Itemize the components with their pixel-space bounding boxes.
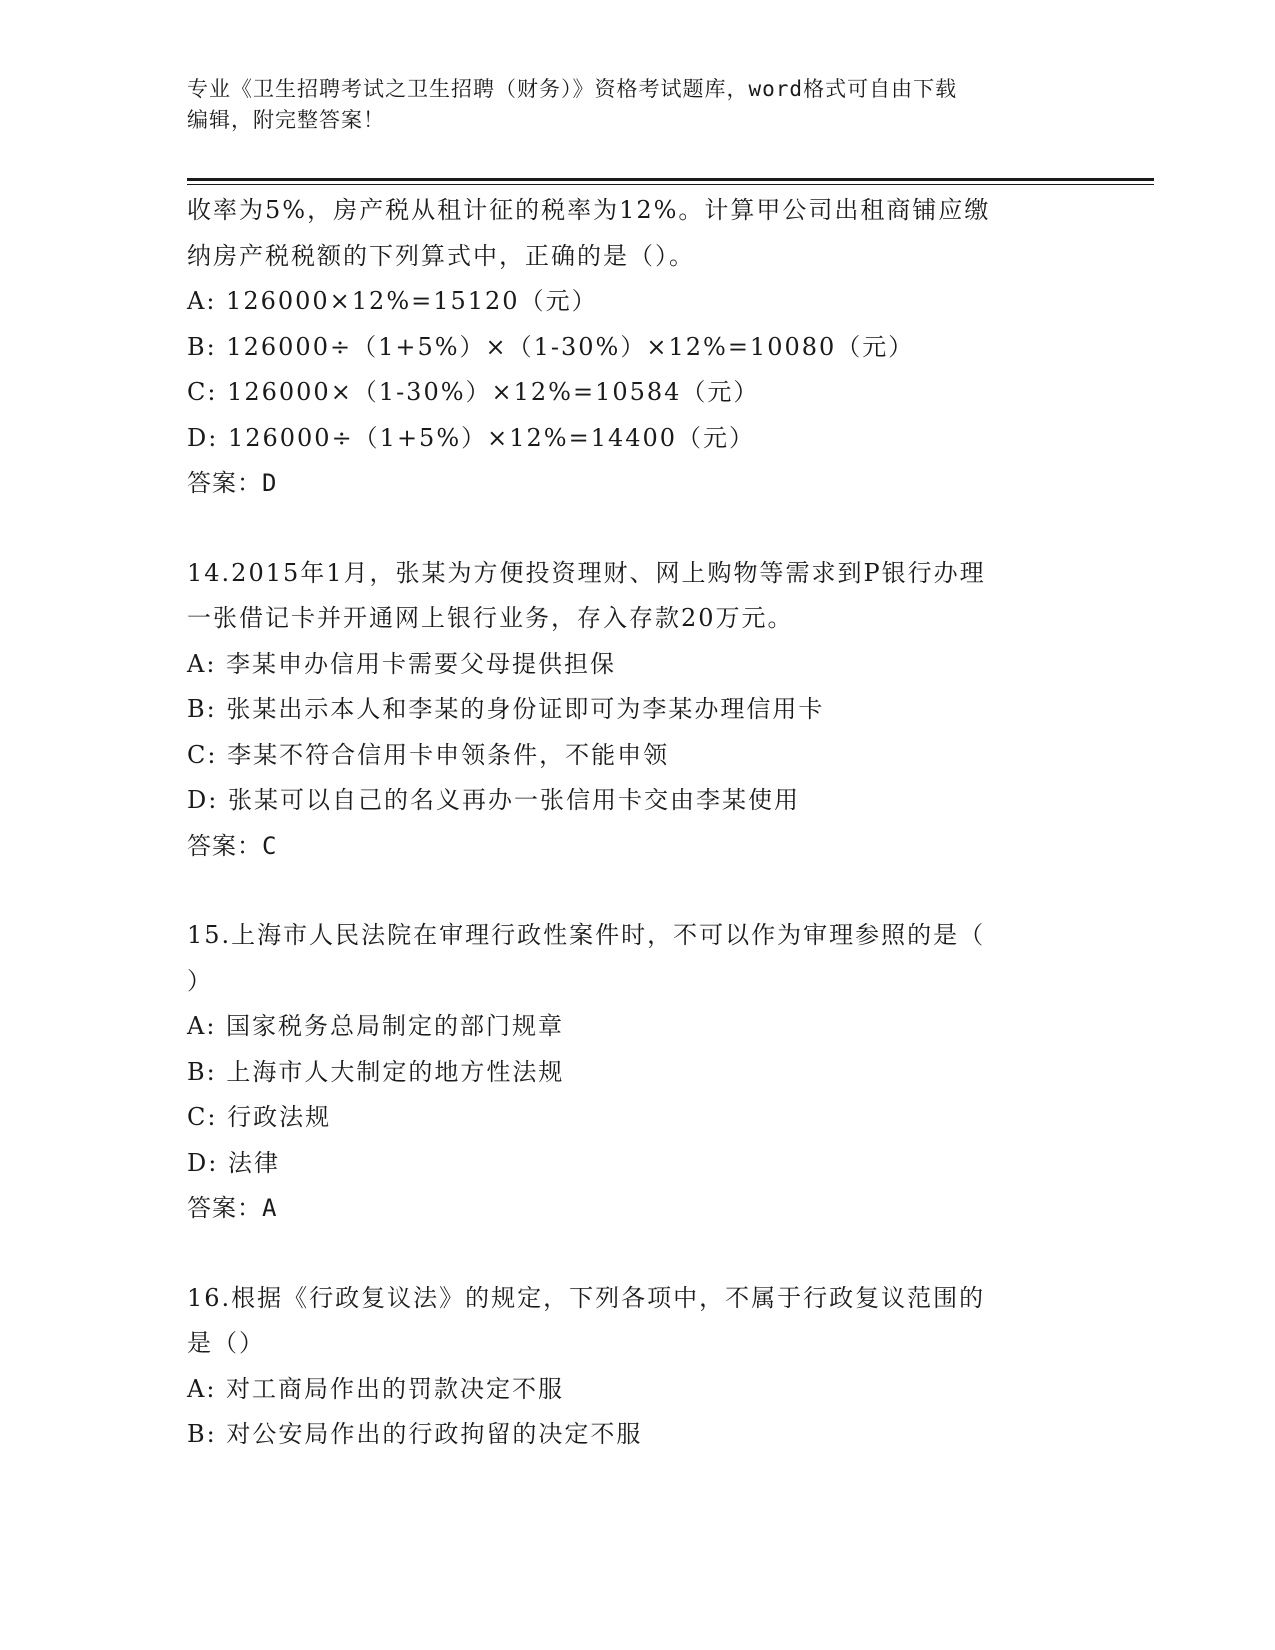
option-b: B: 对公安局作出的行政拘留的决定不服 bbox=[187, 1420, 643, 1448]
option-a: A: 国家税务总局制定的部门规章 bbox=[187, 1012, 565, 1040]
answer: 答案：C bbox=[187, 831, 278, 860]
option-b: B: 上海市人大制定的地方性法规 bbox=[187, 1057, 565, 1086]
question-text: 纳房产税税额的下列算式中，正确的是（）。 bbox=[187, 241, 695, 270]
question-14 bbox=[187, 551, 1087, 870]
question-text: 16.根据《行政复议法》的规定，下列各项中，不属于行政复议范围的 bbox=[187, 1283, 986, 1312]
question-list bbox=[187, 188, 1087, 1458]
answer: 答案：A bbox=[187, 1194, 278, 1222]
answer: 答案：D bbox=[187, 469, 278, 497]
question-text: 一张借记卡并开通网上银行业务，存入存款20万元。 bbox=[187, 604, 794, 632]
option-c: C: 李某不符合信用卡申领条件，不能申领 bbox=[187, 740, 670, 769]
spacer bbox=[187, 1232, 1087, 1276]
spacer bbox=[187, 507, 1087, 551]
header-line-1: 专业《卫生招聘考试之卫生招聘（财务）》资格考试题库，word格式可自由下载 bbox=[187, 77, 958, 101]
option-d: D: 126000÷（1+5%）×12%=14400（元） bbox=[187, 423, 756, 452]
document-header bbox=[187, 74, 1067, 136]
option-c: C: 126000×（1-30%）×12%=10584（元） bbox=[187, 378, 760, 406]
question-text: 14.2015年1月，张某为方便投资理财、网上购物等需求到P银行办理 bbox=[187, 558, 986, 587]
question-text: 是（） bbox=[187, 1329, 265, 1357]
option-a: A: 李某申办信用卡需要父母提供担保 bbox=[187, 649, 617, 678]
spacer bbox=[187, 869, 1087, 913]
question-15 bbox=[187, 913, 1087, 1232]
question-text: 15.上海市人民法院在审理行政性案件时，不可以作为审理参照的是（ bbox=[187, 921, 986, 949]
question-16 bbox=[187, 1276, 1087, 1458]
question-13 bbox=[187, 188, 1087, 507]
header-rule-thick bbox=[187, 178, 1154, 181]
header-rule-thin bbox=[187, 184, 1154, 185]
option-c: C: 行政法规 bbox=[187, 1103, 332, 1131]
option-a: A: 126000×12%=15120（元） bbox=[187, 287, 598, 315]
question-text: ） bbox=[187, 966, 213, 995]
option-d: D: 法律 bbox=[187, 1148, 280, 1177]
option-a: A: 对工商局作出的罚款决定不服 bbox=[187, 1374, 565, 1403]
option-b: B: 张某出示本人和李某的身份证即可为李某办理信用卡 bbox=[187, 695, 825, 723]
header-line-2: 编辑，附完整答案！ bbox=[187, 108, 385, 132]
question-text: 收率为5%，房产税从租计征的税率为12%。计算甲公司出租商铺应缴 bbox=[187, 196, 991, 224]
option-b: B: 126000÷（1+5%）×（1-30%）×12%=10080（元） bbox=[187, 332, 915, 361]
option-d: D: 张某可以自己的名义再办一张信用卡交由李某使用 bbox=[187, 786, 800, 814]
